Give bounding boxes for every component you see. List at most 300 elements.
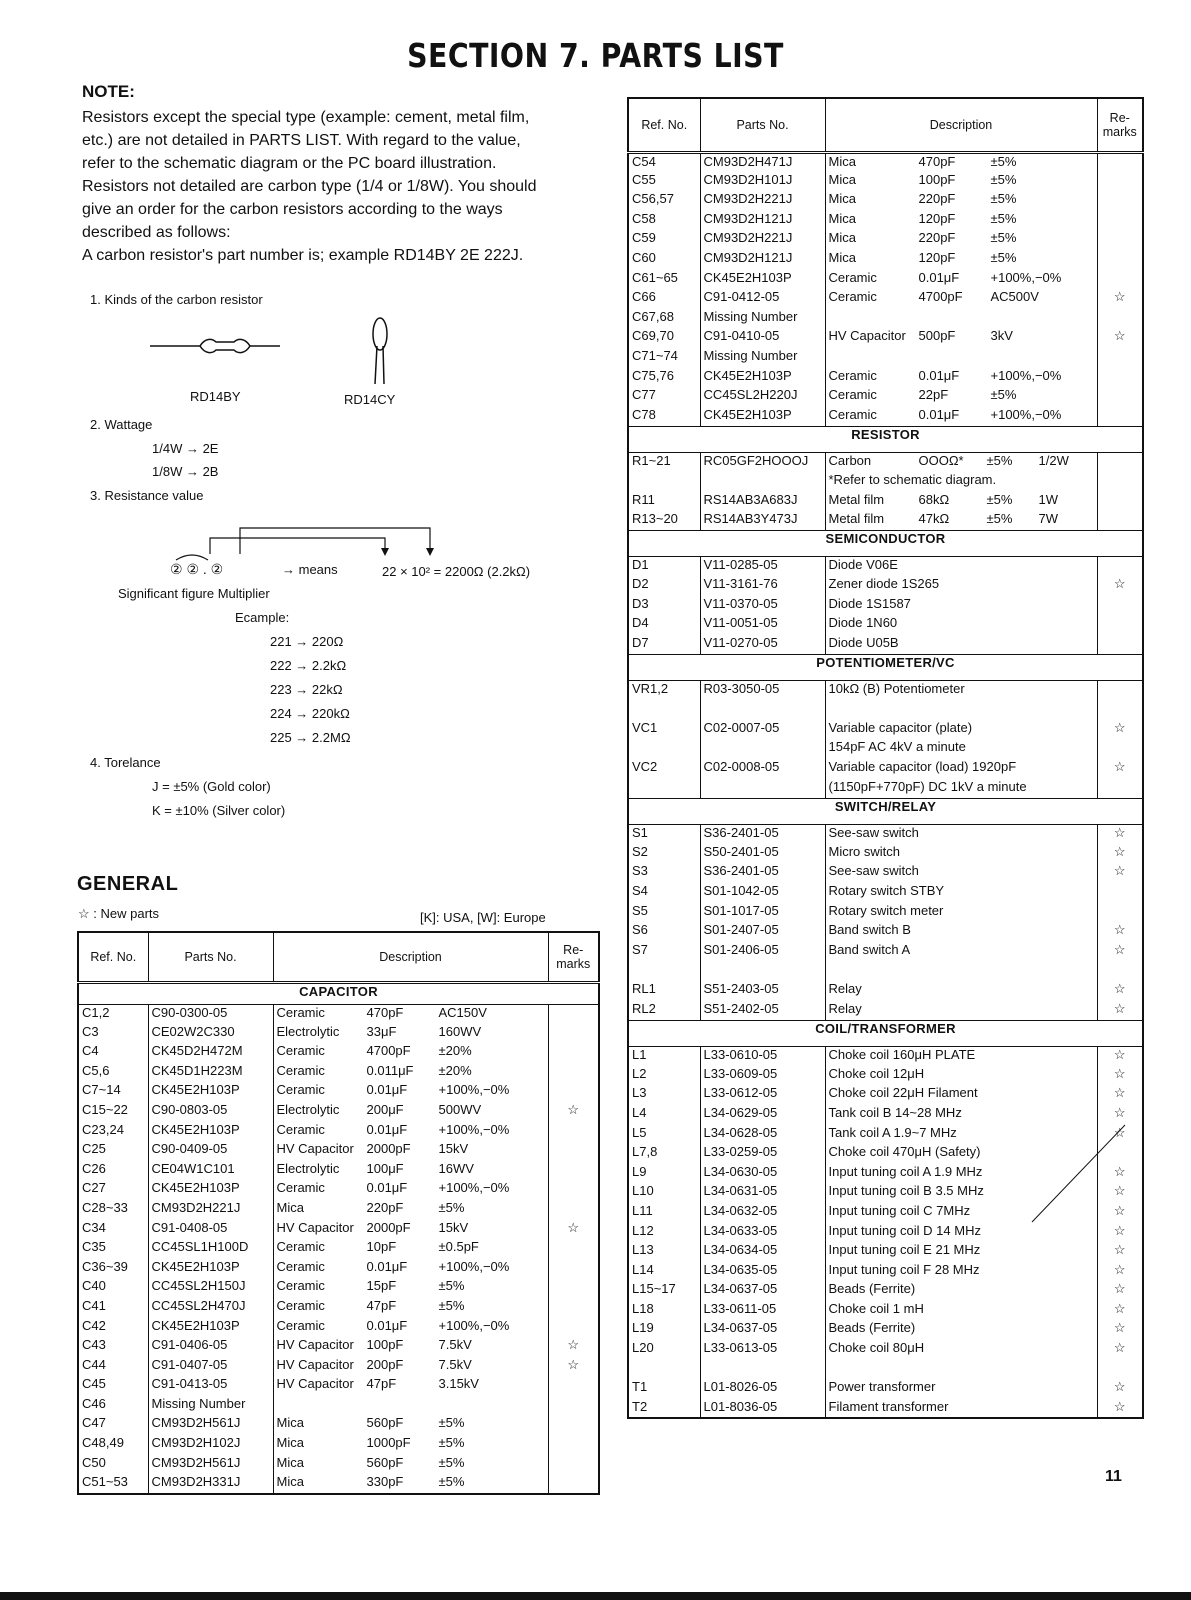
type-rd14cy: RD14CY xyxy=(344,392,396,407)
description-d1: Mica xyxy=(276,1415,304,1431)
part-number: CC45SL2H470J xyxy=(148,1298,273,1318)
new-part-marker: ☆ xyxy=(1113,1000,1126,1016)
description-cell: Diode 1N60 xyxy=(825,615,1097,635)
description-cell: Relay xyxy=(825,1001,1097,1021)
table-row xyxy=(628,1379,1143,1399)
description-d1: Ceramic xyxy=(828,387,877,403)
part-number: L34-0635-05 xyxy=(700,1262,825,1282)
description-parts xyxy=(277,1063,545,1078)
table-row xyxy=(628,1046,1143,1066)
description-d2: OOOΩ* xyxy=(918,452,964,468)
table-row xyxy=(628,1262,1143,1282)
ref-number: L10 xyxy=(628,1183,700,1203)
page-title: SECTION 7. PARTS LIST xyxy=(407,36,784,75)
new-part-marker: ☆ xyxy=(1113,576,1126,592)
description-cell xyxy=(825,230,1097,250)
part-number: CK45E2H103P xyxy=(148,1259,273,1279)
ref-number: C46 xyxy=(78,1396,148,1416)
ref-number: S5 xyxy=(628,903,700,923)
description-d2: 10pF xyxy=(366,1239,397,1255)
description-d2: 470pF xyxy=(918,153,956,169)
part-number: CK45E2H103P xyxy=(148,1082,273,1102)
part-number: CK45E2H103P xyxy=(148,1318,273,1338)
description-d3: AC500V xyxy=(990,289,1039,305)
description-d2: 100pF xyxy=(366,1337,404,1353)
part-number: CK45E2H103P xyxy=(700,368,825,388)
example-222: 222 → 2.2kΩ xyxy=(270,658,347,673)
part-number: RS14AB3A683J xyxy=(700,492,825,512)
ref-number: L13 xyxy=(628,1242,700,1262)
description-d2: 33μF xyxy=(366,1023,397,1039)
new-part-marker: ☆ xyxy=(1113,1379,1126,1395)
table-row xyxy=(628,863,1143,883)
ref-number: C43 xyxy=(78,1337,148,1357)
new-part-marker: ☆ xyxy=(1113,843,1126,859)
description-cell xyxy=(273,1396,548,1416)
table-row xyxy=(628,903,1143,923)
table-row xyxy=(628,942,1143,962)
part-number: CK45E2H103P xyxy=(700,270,825,290)
description-cell xyxy=(825,452,1097,472)
new-part-marker xyxy=(548,1455,599,1475)
part-number xyxy=(700,700,825,720)
new-part-marker: ☆ xyxy=(1113,1104,1126,1120)
description-d1: Ceramic xyxy=(276,1297,325,1313)
ref-number: T2 xyxy=(628,1399,700,1419)
ref-number: C42 xyxy=(78,1318,148,1338)
description-cell xyxy=(273,1161,548,1181)
part-number: S01-1042-05 xyxy=(700,883,825,903)
part-number: CM93D2H561J xyxy=(148,1455,273,1475)
description-cell xyxy=(825,152,1097,172)
type-rd14by: RD14BY xyxy=(190,389,241,404)
table-row xyxy=(628,172,1143,192)
table-row xyxy=(628,152,1143,172)
table-row xyxy=(78,1357,599,1377)
description-cell: Choke coil 470μH (Safety) xyxy=(825,1144,1097,1164)
new-part-marker xyxy=(1097,883,1143,903)
description-d2: 0.01μF xyxy=(918,269,960,285)
description-d3: +100%,−0% xyxy=(438,1082,510,1098)
new-part-marker: ☆ xyxy=(1113,328,1126,344)
description-d2: 0.01μF xyxy=(366,1258,408,1274)
new-part-marker: ☆ xyxy=(1113,1320,1126,1336)
step-tolerance: 4. Torelance xyxy=(90,755,161,770)
ref-number: S4 xyxy=(628,883,700,903)
description-cell: Diode V06E xyxy=(825,557,1097,577)
description-d1: Ceramic xyxy=(276,1317,325,1333)
new-part-marker: ☆ xyxy=(1113,289,1126,305)
description-cell xyxy=(273,1298,548,1318)
description-parts xyxy=(277,1220,545,1235)
description-cell xyxy=(825,348,1097,368)
description-d2: 15pF xyxy=(366,1278,397,1294)
description-d3: ±5% xyxy=(438,1199,465,1215)
table-row xyxy=(628,250,1143,270)
section-capacitor: CAPACITOR xyxy=(299,983,378,999)
description-d3: ±5% xyxy=(990,171,1017,187)
description-d2: 4700pF xyxy=(366,1043,411,1059)
description-cell xyxy=(273,1220,548,1240)
description-cell: 10kΩ (B) Potentiometer xyxy=(825,681,1097,701)
description-d1: Ceramic xyxy=(276,1258,325,1274)
ref-number: C35 xyxy=(78,1239,148,1259)
new-part-marker xyxy=(548,1122,599,1142)
description-cell xyxy=(273,1357,548,1377)
table-row xyxy=(628,289,1143,309)
ref-number: VR1,2 xyxy=(628,681,700,701)
description-d1: *Refer to schematic diagram. xyxy=(828,471,997,487)
part-number xyxy=(700,1360,825,1380)
new-part-marker: ☆ xyxy=(567,1356,580,1372)
description-parts xyxy=(829,172,1094,187)
description-cell: Rotary switch meter xyxy=(825,903,1097,923)
description-parts xyxy=(277,1357,545,1372)
description-parts xyxy=(277,1005,545,1020)
example-223: 223 → 22kΩ xyxy=(270,682,343,697)
part-number: CC45SL1H100D xyxy=(148,1239,273,1259)
description-d1: Mica xyxy=(276,1454,304,1470)
table-row xyxy=(628,191,1143,211)
description-cell xyxy=(273,1122,548,1142)
tolerance-k: K = ±10% (Silver color) xyxy=(152,803,286,818)
new-part-marker xyxy=(548,1278,599,1298)
ref-number: C61~65 xyxy=(628,270,700,290)
example-221: 221 → 220Ω xyxy=(270,634,344,649)
description-d2: 120pF xyxy=(918,210,956,226)
description-parts xyxy=(277,1141,545,1156)
description-parts xyxy=(277,1278,545,1293)
description-cell xyxy=(273,1259,548,1279)
new-part-marker xyxy=(1097,961,1143,981)
new-part-marker xyxy=(548,1161,599,1181)
description-d1: Ceramic xyxy=(276,1239,325,1255)
description-cell: Band switch A xyxy=(825,942,1097,962)
description-cell: Input tuning coil D 14 MHz xyxy=(825,1223,1097,1243)
note-line: Resistors not detailed are carbon type (1/4 or 1/8W). You should xyxy=(82,178,537,195)
table-row xyxy=(628,844,1143,864)
description-parts xyxy=(277,1337,545,1352)
description-cell: Input tuning coil C 7MHz xyxy=(825,1203,1097,1223)
description-d2: 0.01μF xyxy=(366,1121,408,1137)
new-part-marker xyxy=(1097,681,1143,701)
new-part-marker xyxy=(548,1474,599,1494)
description-cell xyxy=(825,368,1097,388)
part-number: L34-0629-05 xyxy=(700,1105,825,1125)
table-row xyxy=(628,883,1143,903)
means-arrow: → means xyxy=(282,562,338,577)
description-d1: Electrolytic xyxy=(276,1101,340,1117)
part-number: CM93D2H101J xyxy=(700,172,825,192)
description-d2: 0.01μF xyxy=(918,406,960,422)
part-number: V11-0270-05 xyxy=(700,635,825,655)
description-d3: +100%,−0% xyxy=(438,1317,510,1333)
description-d2: 560pF xyxy=(366,1415,404,1431)
ref-number: C75,76 xyxy=(628,368,700,388)
resistor-drawings xyxy=(150,316,390,386)
description-cell xyxy=(273,1337,548,1357)
new-part-marker xyxy=(1097,211,1143,231)
header-ref: Ref. No. xyxy=(78,932,148,982)
description-d3: +100%,−0% xyxy=(438,1180,510,1196)
description-d2: 200pF xyxy=(366,1356,404,1372)
description-d3: 16WV xyxy=(438,1160,474,1176)
resistor-guide xyxy=(90,288,610,848)
description-d1: Metal film xyxy=(828,491,885,507)
ref-number: C47 xyxy=(78,1415,148,1435)
ref-number: C28~33 xyxy=(78,1200,148,1220)
table-row xyxy=(628,230,1143,250)
description-cell xyxy=(273,1043,548,1063)
part-number: S36-2401-05 xyxy=(700,863,825,883)
table-row xyxy=(628,1242,1143,1262)
part-number: L34-0637-05 xyxy=(700,1281,825,1301)
ref-number: L7,8 xyxy=(628,1144,700,1164)
table-row xyxy=(78,1455,599,1475)
part-number: CM93D2H331J xyxy=(148,1474,273,1494)
part-number: S51-2402-05 xyxy=(700,1001,825,1021)
table-row xyxy=(628,309,1143,329)
description-d3: ±5% xyxy=(990,153,1017,169)
description-cell xyxy=(825,1360,1097,1380)
description-d3: ±5% xyxy=(990,230,1017,246)
description-parts xyxy=(277,1376,545,1391)
ref-number: C71~74 xyxy=(628,348,700,368)
description-d2: 0.01μF xyxy=(366,1317,408,1333)
part-number: L33-0609-05 xyxy=(700,1066,825,1086)
ref-number: C44 xyxy=(78,1357,148,1377)
table-row xyxy=(628,1340,1143,1360)
description-d2: 470pF xyxy=(366,1004,404,1020)
description-d1: Ceramic xyxy=(276,1043,325,1059)
part-number: S01-1017-05 xyxy=(700,903,825,923)
ref-number: C48,49 xyxy=(78,1435,148,1455)
description-d1: Ceramic xyxy=(276,1082,325,1098)
description-d3: 3kV xyxy=(990,328,1013,344)
description-d2: 200μF xyxy=(366,1101,404,1117)
part-number xyxy=(700,472,825,492)
ref-number: L18 xyxy=(628,1301,700,1321)
description-d1: Electrolytic xyxy=(276,1023,340,1039)
description-d1: Mica xyxy=(276,1199,304,1215)
new-part-marker xyxy=(548,1318,599,1338)
table-row xyxy=(628,779,1143,799)
table-row xyxy=(628,596,1143,616)
description-cell: Power transformer xyxy=(825,1379,1097,1399)
table-row xyxy=(628,348,1143,368)
table-row xyxy=(78,1024,599,1044)
description-cell: Zener diode 1S265 xyxy=(825,576,1097,596)
ref-number: S2 xyxy=(628,844,700,864)
description-cell: Choke coil 160μH PLATE xyxy=(825,1046,1097,1066)
description-parts xyxy=(829,368,1094,383)
table-row xyxy=(628,635,1143,655)
ref-number: C67,68 xyxy=(628,309,700,329)
part-number: C91-0407-05 xyxy=(148,1357,273,1377)
description-cell xyxy=(273,1474,548,1494)
description-d3: ±5% xyxy=(438,1415,465,1431)
part-number: L33-0611-05 xyxy=(700,1301,825,1321)
description-d3: ±0.5pF xyxy=(438,1239,479,1255)
pen-mark xyxy=(1030,1120,1130,1230)
description-d1: Mica xyxy=(276,1435,304,1451)
new-part-marker: ☆ xyxy=(1113,759,1126,775)
part-number: V11-3161-76 xyxy=(700,576,825,596)
description-d3: ±5% xyxy=(986,491,1013,507)
ref-number xyxy=(628,700,700,720)
example-224: 224 → 220kΩ xyxy=(270,706,350,721)
example-label: Ecample: xyxy=(235,610,290,625)
ref-number: L11 xyxy=(628,1203,700,1223)
ref-number: R11 xyxy=(628,492,700,512)
description-parts xyxy=(277,1082,545,1097)
section-row xyxy=(628,1020,1143,1046)
description-cell: Choke coil 12μH xyxy=(825,1066,1097,1086)
new-part-marker xyxy=(1097,230,1143,250)
description-d2: 22pF xyxy=(918,387,949,403)
description-d3: ±5% xyxy=(986,452,1013,468)
note-block xyxy=(82,82,607,267)
description-d2: 0.01μF xyxy=(918,367,960,383)
part-number: S51-2403-05 xyxy=(700,981,825,1001)
description-d2: 68kΩ xyxy=(918,491,950,507)
part-number: C02-0007-05 xyxy=(700,720,825,740)
description-d2: 0.01μF xyxy=(366,1082,408,1098)
description-d2: 4700pF xyxy=(918,289,963,305)
description-cell xyxy=(825,511,1097,531)
table-row xyxy=(628,961,1143,981)
description-parts xyxy=(829,270,1094,285)
new-part-marker: ☆ xyxy=(1113,941,1126,957)
description-cell: Input tuning coil B 3.5 MHz xyxy=(825,1183,1097,1203)
table-row xyxy=(628,720,1143,740)
description-d1: Ceramic xyxy=(828,289,877,305)
description-parts xyxy=(829,230,1094,245)
table-row xyxy=(628,1281,1143,1301)
description-d3: +100%,−0% xyxy=(990,406,1062,422)
part-number: L34-0628-05 xyxy=(700,1125,825,1145)
new-part-marker: ☆ xyxy=(1113,1281,1126,1297)
description-d1: Mica xyxy=(828,210,856,226)
table-row xyxy=(78,1141,599,1161)
table-row xyxy=(78,1200,599,1220)
table-row xyxy=(628,492,1143,512)
description-d3: 7.5kV xyxy=(438,1337,472,1353)
description-parts xyxy=(829,191,1094,206)
new-part-marker xyxy=(1097,387,1143,407)
description-d3 xyxy=(987,472,1039,487)
table-row xyxy=(628,368,1143,388)
table-row xyxy=(78,1220,599,1240)
description-cell: Choke coil 1 mH xyxy=(825,1301,1097,1321)
description-d2: 220pF xyxy=(366,1199,404,1215)
description-d3: 15kV xyxy=(438,1141,469,1157)
table-row xyxy=(628,407,1143,427)
header-remarks: Re- marks xyxy=(556,942,591,971)
axial-resistor-icon xyxy=(150,339,280,352)
table-row xyxy=(78,1376,599,1396)
table-row xyxy=(628,576,1143,596)
description-d2: 47kΩ xyxy=(918,511,950,527)
new-part-marker xyxy=(1097,700,1143,720)
description-cell xyxy=(273,1239,548,1259)
description-cell xyxy=(825,211,1097,231)
description-parts xyxy=(277,1024,545,1039)
description-d2: 120pF xyxy=(918,249,956,265)
description-d1: Ceramic xyxy=(828,367,877,383)
new-part-marker xyxy=(1097,152,1143,172)
new-part-marker xyxy=(548,1043,599,1063)
ref-number xyxy=(628,739,700,759)
description-d2: 220pF xyxy=(918,230,956,246)
new-parts-legend: ☆ : New parts xyxy=(78,906,160,921)
part-number: S01-2406-05 xyxy=(700,942,825,962)
region-legend: [K]: USA, [W]: Europe xyxy=(420,910,546,925)
ref-number: RL1 xyxy=(628,981,700,1001)
description-cell: Tank coil B 14~28 MHz xyxy=(825,1105,1097,1125)
section-row xyxy=(628,531,1143,557)
table-row xyxy=(628,472,1143,492)
part-number: CK45E2H103P xyxy=(700,407,825,427)
description-d4: 1W xyxy=(1038,491,1058,507)
description-d1: Mica xyxy=(828,171,856,187)
description-d1: HV Capacitor xyxy=(276,1337,354,1353)
table-row xyxy=(78,1082,599,1102)
ref-number: C25 xyxy=(78,1141,148,1161)
part-number: C90-0300-05 xyxy=(148,1004,273,1024)
table-row xyxy=(78,1337,599,1357)
part-number: C91-0410-05 xyxy=(700,328,825,348)
ref-number: L12 xyxy=(628,1223,700,1243)
part-number: CE02W2C330 xyxy=(148,1024,273,1044)
ref-number: C58 xyxy=(628,211,700,231)
description-d3: ±5% xyxy=(438,1474,465,1490)
part-number: CK45E2H103P xyxy=(148,1122,273,1142)
ref-number: C3 xyxy=(78,1024,148,1044)
description-cell xyxy=(273,1004,548,1024)
part-number: L34-0633-05 xyxy=(700,1223,825,1243)
new-part-marker: ☆ xyxy=(1113,1124,1126,1140)
description-d2: 330pF xyxy=(366,1474,404,1490)
table-row xyxy=(628,681,1143,701)
ref-number: C54 xyxy=(628,152,700,172)
description-d3: ±5% xyxy=(438,1278,465,1294)
ref-number: C15~22 xyxy=(78,1102,148,1122)
ref-number: C40 xyxy=(78,1278,148,1298)
description-parts xyxy=(829,472,1094,487)
description-d3: 500WV xyxy=(438,1101,482,1117)
description-parts xyxy=(277,1102,545,1117)
description-cell: Micro switch xyxy=(825,844,1097,864)
description-cell xyxy=(825,700,1097,720)
ref-number: C1,2 xyxy=(78,1004,148,1024)
description-d1: Carbon xyxy=(828,452,872,468)
part-number: Missing Number xyxy=(700,309,825,329)
tolerance-j: J = ±5% (Gold color) xyxy=(152,779,271,794)
description-parts xyxy=(829,453,1094,468)
formula: 22 × 10² = 2200Ω (2.2kΩ) xyxy=(382,564,531,579)
ref-number: C78 xyxy=(628,407,700,427)
description-d3: ±5% xyxy=(438,1435,465,1451)
note-line: give an order for the carbon resistors according to the ways xyxy=(82,201,503,218)
new-part-marker: ☆ xyxy=(1113,1398,1126,1414)
ref-number: C77 xyxy=(628,387,700,407)
description-d2: 100pF xyxy=(918,171,956,187)
page-number: 11 xyxy=(1105,1468,1122,1485)
new-part-marker: ☆ xyxy=(1113,1163,1126,1179)
description-cell: Variable capacitor (plate) xyxy=(825,720,1097,740)
new-part-marker: ☆ xyxy=(1113,1261,1126,1277)
